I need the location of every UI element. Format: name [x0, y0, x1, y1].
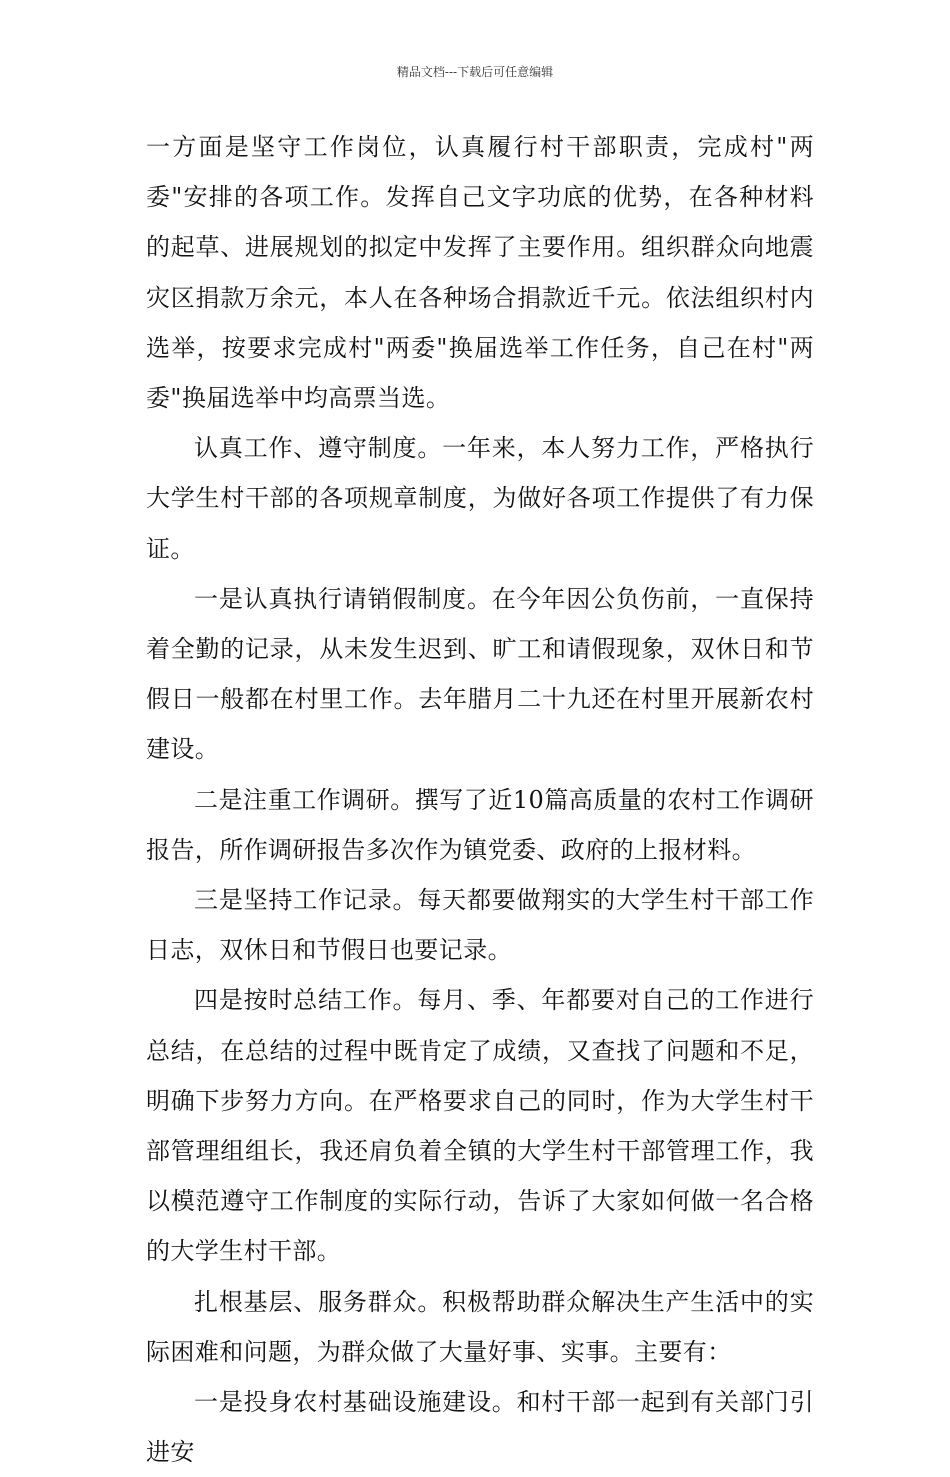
paragraph-6: 四是按时总结工作。每月、季、年都要对自己的工作进行总结，在总结的过程中既肯定了成绩，又查找了问题和不足，明确下步努力方向。在严格要求自己的同时，作为大学生村干部管理组组长，我还肩负着全镇的大学生村干部管理工作，我以模范遵守工作制度的实际行动，告诉了大家如何做一名合格的大学生村干部。	[146, 986, 814, 1266]
paragraph-5: 三是坚持工作记录。每天都要做翔实的大学生村干部工作日志，双休日和节假日也要记录。	[146, 886, 814, 965]
page-header: 精品文档---下载后可任意编辑	[396, 65, 554, 79]
paragraph-2: 认真工作、遵守制度。一年来，本人努力工作，严格执行大学生村干部的各项规章制度，为做好各项工作提供了有力保证。	[146, 434, 814, 563]
paragraph-7: 扎根基层、服务群众。积极帮助群众解决生产生活中的实际困难和问题，为群众做了大量好事、实事。主要有：	[146, 1287, 814, 1366]
paragraph-4: 二是注重工作调研。撰写了近10篇高质量的农村工作调研报告，所作调研报告多次作为镇党委、政府的上报材料。	[146, 785, 814, 864]
paragraph-8: 一是投身农村基础设施建设。和村干部一起到有关部门引进安	[146, 1388, 814, 1467]
paragraph-3: 一是认真执行请销假制度。在今年因公负伤前，一直保持着全勤的记录，从未发生迟到、旷工和请假现象，双休日和节假日一般都在村里工作。去年腊月二十九还在村里开展新农村建设。	[146, 584, 814, 764]
document-body	[146, 122, 814, 1477]
paragraph-1: 一方面是坚守工作岗位，认真履行村干部职责，完成村"两委"安排的各项工作。发挥自己文字功底的优势，在各种材料的起草、进展规划的拟定中发挥了主要作用。组织群众向地震灾区捐款万余元，本人在各种场合捐款近千元。依法组织村内选举，按要求完成村"两委"换届选举工作任务，自己在村"两委"换届选举中均高票当选。	[146, 133, 814, 413]
